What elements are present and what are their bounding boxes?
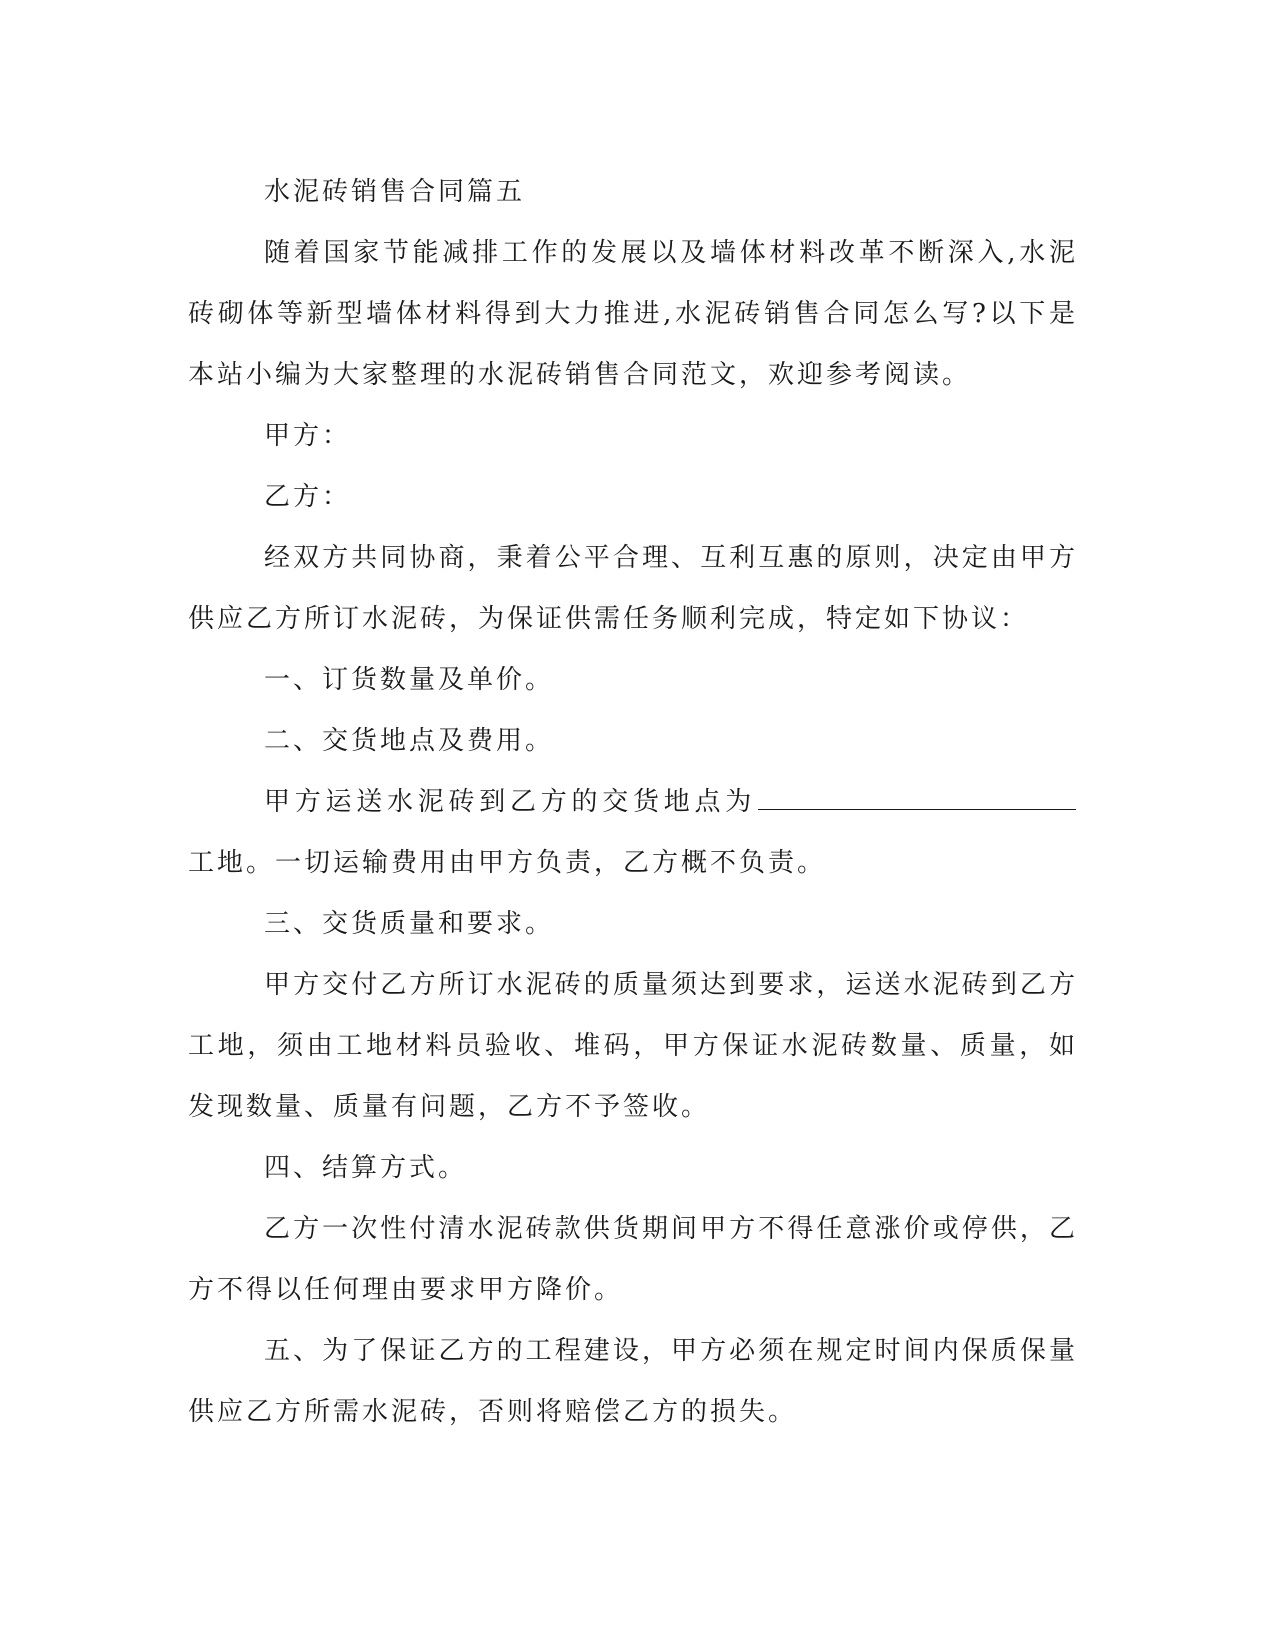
party-a-label: 甲方： [264, 421, 352, 451]
document-body [188, 162, 1078, 1443]
section-heading-5: 五、为了保证乙方的工程建设，甲方必须在规定时间内保质保量供应乙方所需水泥砖，否则将赔偿乙方的损失。 [188, 1336, 1078, 1427]
intro-paragraph: 随着国家节能减排工作的发展以及墙体材料改革不断深入,水泥砖砌体等新型墙体材料得到大力推进,水泥砖销售合同怎么写?以下是本站小编为大家整理的水泥砖销售合同范文，欢迎参考阅读。 [188, 238, 1078, 390]
document-title: 水泥砖销售合同篇五 [264, 177, 526, 207]
quality-paragraph: 甲方交付乙方所订水泥砖的质量须达到要求，运送水泥砖到乙方工地，须由工地材料员验收、堆码，甲方保证水泥砖数量、质量，如发现数量、质量有问题，乙方不予签收。 [188, 970, 1078, 1122]
section-heading-1: 一、订货数量及单价。 [264, 665, 555, 695]
delivery-text-after: 工地。一切运输费用由甲方负责，乙方概不负责。 [188, 848, 827, 878]
party-b-label: 乙方： [264, 482, 352, 512]
settlement-paragraph: 乙方一次性付清水泥砖款供货期间甲方不得任意涨价或停供，乙方不得以任何理由要求甲方降价。 [188, 1214, 1078, 1305]
delivery-text-before: 甲方运送水泥砖到乙方的交货地点为 [264, 787, 756, 817]
agreement-paragraph: 经双方共同协商，秉着公平合理、互利互惠的原则，决定由甲方供应乙方所订水泥砖，为保证供需任务顺利完成，特定如下协议： [188, 543, 1078, 634]
section-heading-3: 三、交货质量和要求。 [264, 909, 555, 939]
delivery-location-blank [758, 783, 1076, 810]
section-heading-2: 二、交货地点及费用。 [264, 726, 555, 756]
delivery-paragraph [188, 772, 1078, 894]
section-heading-4: 四、结算方式。 [264, 1153, 468, 1183]
